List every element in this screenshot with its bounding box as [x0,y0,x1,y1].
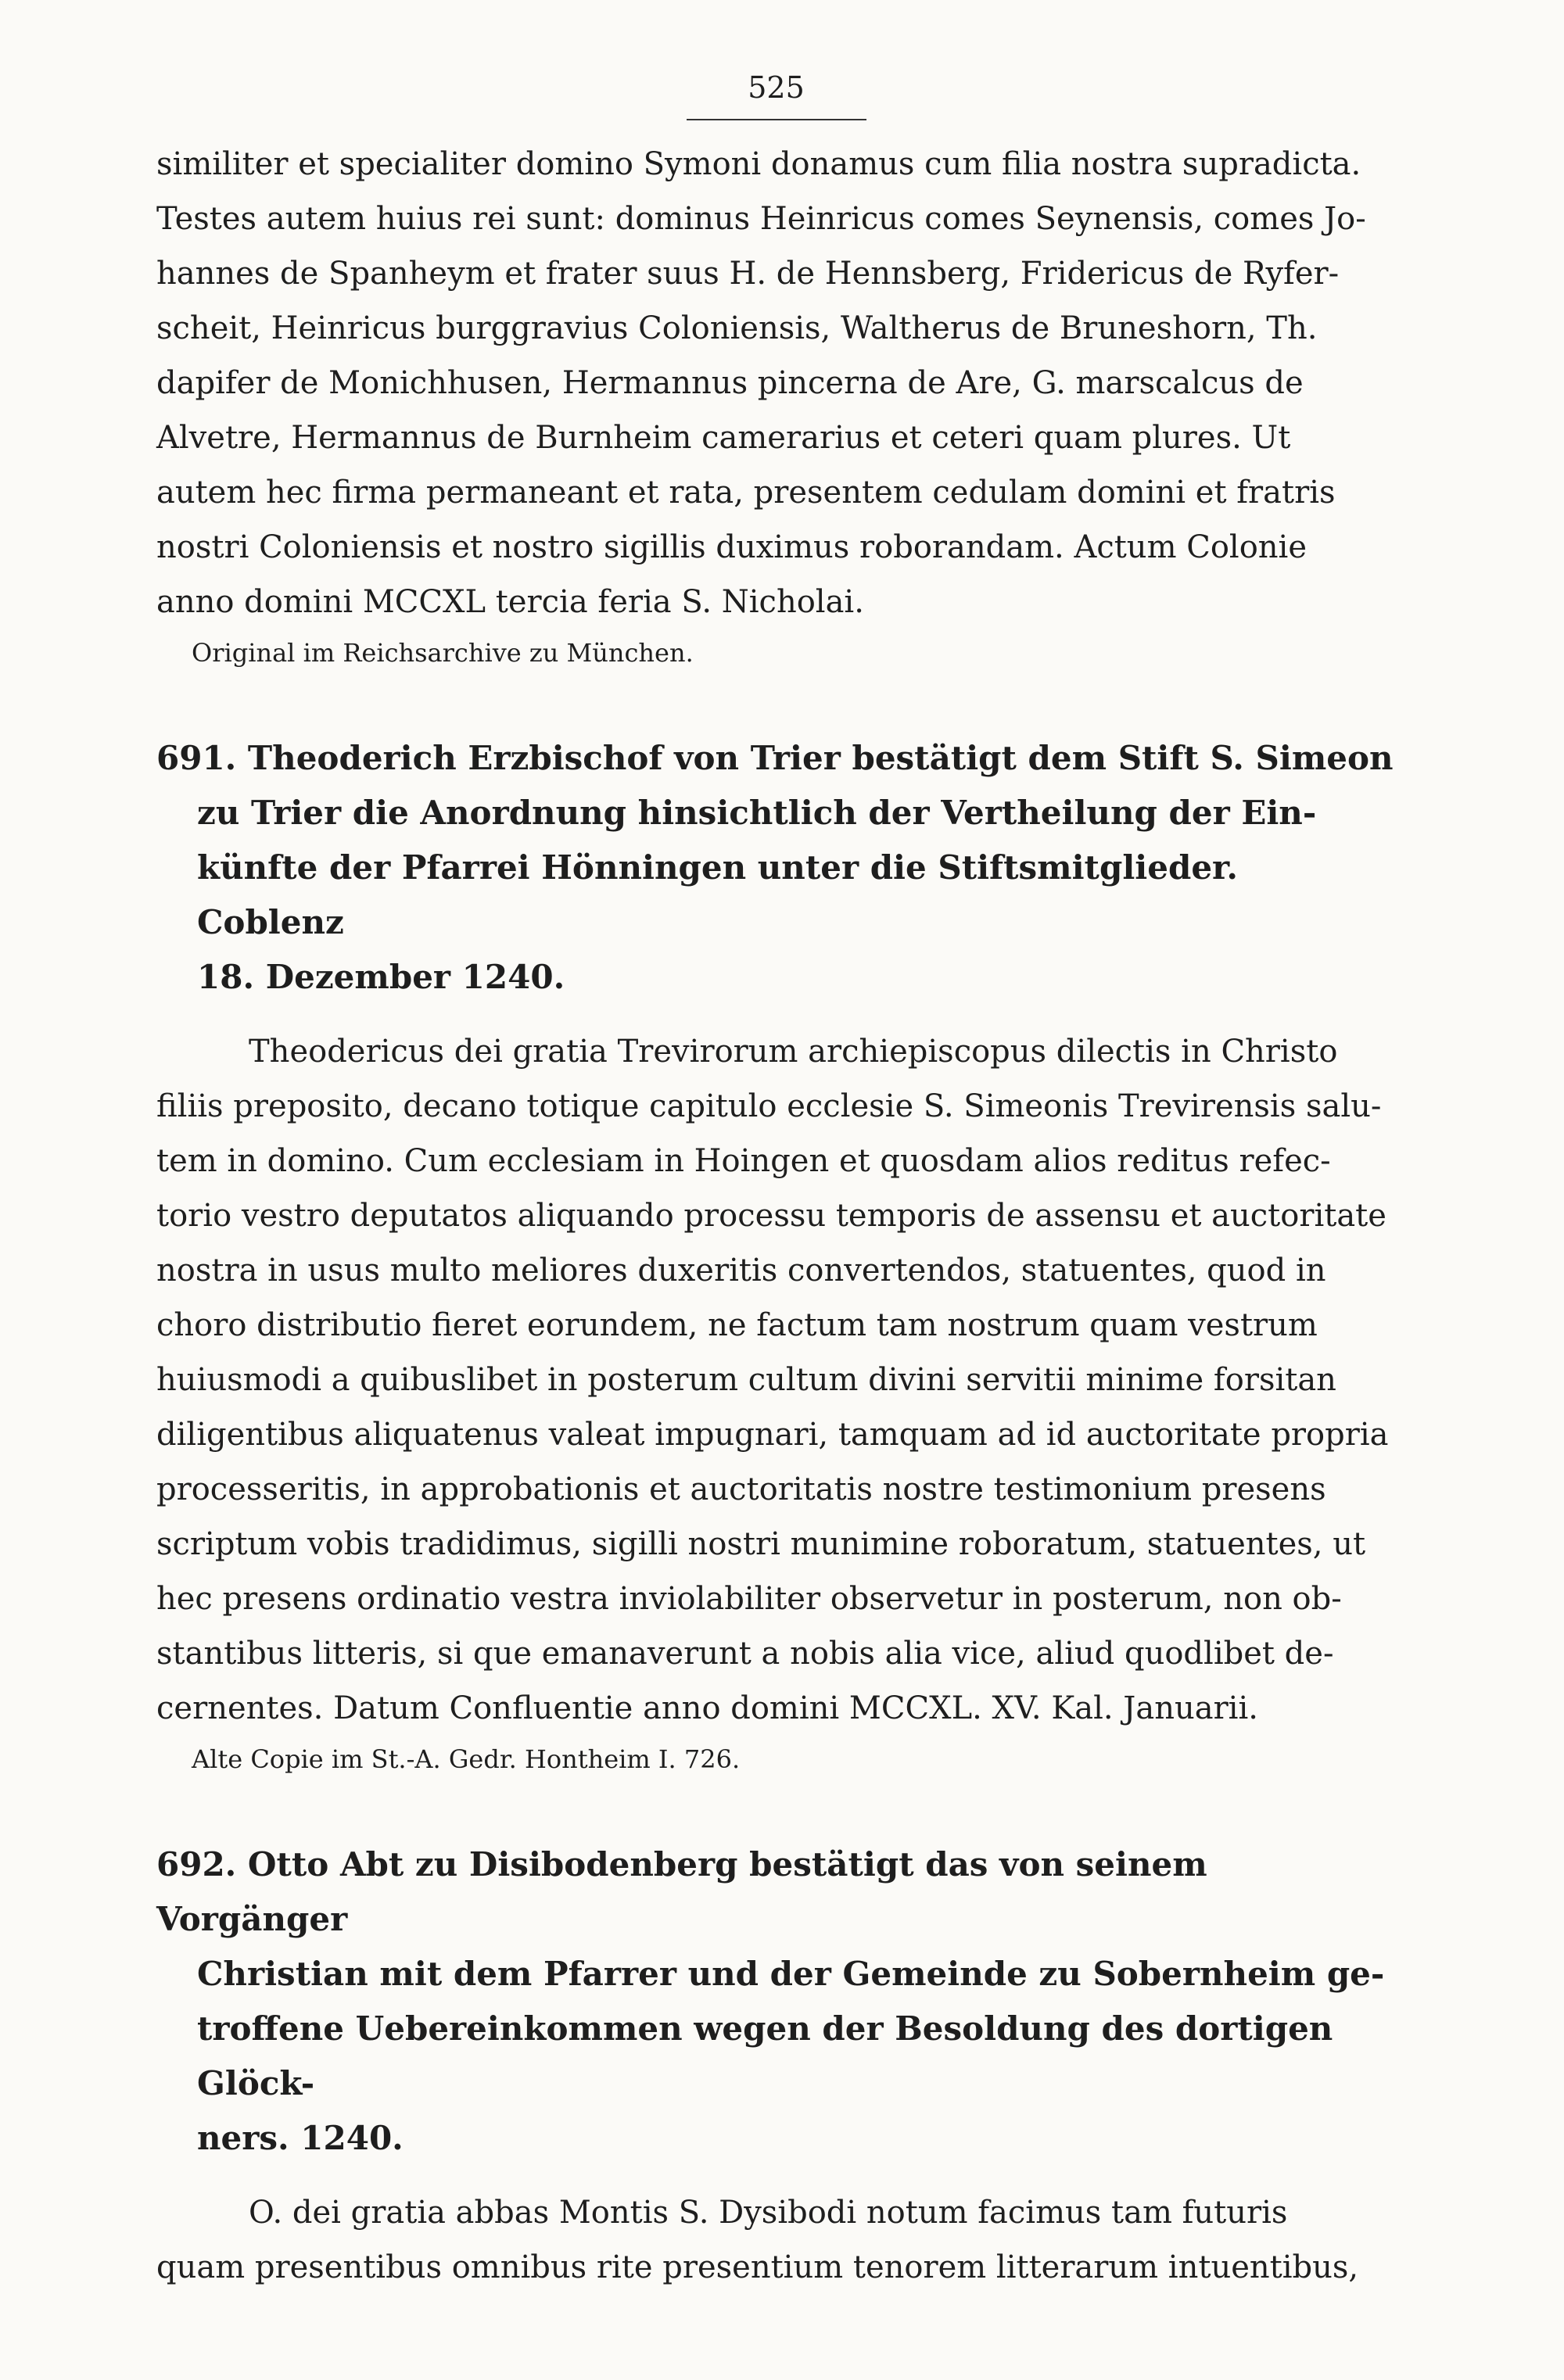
doc-690-continuation [156,137,1396,676]
document-page [156,70,1396,2295]
doc-heading-line: 18. Dezember 1240. [197,958,565,996]
text-line: nostri Coloniensis et nostro sigillis duximus roborandam. Actum Colonie [156,529,1307,565]
text-line: cernentes. Datum Confluentie anno domini MCCXL. XV. Kal. Januarii. [156,1690,1258,1726]
page-number: 525 [156,70,1396,117]
doc-heading-line: künfte der Pfarrei Hönningen unter die Stiftsmitglieder. Coblenz [197,848,1238,941]
text-line: similiter et specialiter domino Symoni donamus cum filia nostra supradicta. [156,146,1361,182]
text-line: diligentibus aliquatenus valeat impugnari, tamquam ad id auctoritate propria [156,1417,1389,1453]
text-line: quam presentibus omnibus rite presentium tenorem litterarum intuentibus, [156,2249,1359,2285]
text-line: tem in domino. Cum ecclesiam in Hoingen et quosdam alios reditus refec- [156,1143,1331,1179]
text-line: scriptum vobis tradidimus, sigilli nostri munimine roboratum, statuentes, ut [156,1526,1366,1562]
doc-heading-line: ners. 1240. [197,2119,404,2157]
doc-heading-line: troffene Uebereinkommen wegen der Besoldung des dortigen Glöck- [197,2009,1333,2102]
doc-692 [156,1837,1396,2295]
text-line: filiis preposito, decano totique capitulo ecclesie S. Simeonis Trevirensis salu- [156,1088,1382,1124]
text-line: autem hec firma permaneant et rata, presentem cedulam domini et fratris [156,475,1336,511]
text-line: hec presens ordinatio vestra inviolabiliter observetur in posterum, non ob- [156,1581,1342,1617]
text-line: Testes autem huius rei sunt: dominus Heinricus comes Seynensis, comes Jo- [156,201,1366,237]
text-line: anno domini MCCXL tercia feria S. Nicholai. [156,584,864,620]
text-line: nostra in usus multo meliores duxeritis convertendos, statuentes, quod in [156,1253,1326,1289]
text-line: huiusmodi a quibuslibet in posterum cultum divini servitii minime forsitan [156,1362,1336,1398]
doc-heading: 692. Otto Abt zu Disibodenberg bestätigt das von seinem Vorgänger [156,1845,1207,1938]
doc-691 [156,731,1396,1783]
doc-heading-line: zu Trier die Anordnung hinsichtlich der Vertheilung der Ein- [197,794,1317,832]
text-line: dapifer de Monichhusen, Hermannus pincerna de Are, G. marscalcus de [156,365,1304,401]
text-line: processeritis, in approbationis et auctoritatis nostre testimonium presens [156,1471,1326,1507]
doc-heading-line: Christian mit dem Pfarrer und der Gemeinde zu Sobernheim ge- [197,1955,1385,1993]
source-note: Original im Reichsarchive zu München. [192,638,694,668]
text-line: torio vestro deputatos aliquando processu temporis de assensu et auctoritate [156,1198,1386,1234]
text-line: Theodericus dei gratia Trevirorum archiepiscopus dilectis in Christo [249,1034,1338,1070]
text-line: Alvetre, Hermannus de Burnheim camerarius et ceteri quam plures. Ut [156,420,1291,456]
text-line: scheit, Heinricus burggravius Coloniensis, Waltherus de Bruneshorn, Th. [156,310,1318,346]
doc-heading: 691. Theoderich Erzbischof von Trier bestätigt dem Stift S. Simeon [156,739,1394,777]
doc-number: 691. [156,739,237,777]
doc-number: 692. [156,1845,237,1884]
source-note: Alte Copie im St.-A. Gedr. Hontheim I. 726. [192,1744,741,1774]
text-line: stantibus litteris, si que emanaverunt a nobis alia vice, aliud quodlibet de- [156,1636,1334,1672]
text-line: hannes de Spanheym et frater suus H. de Hennsberg, Fridericus de Ryfer- [156,256,1340,292]
text-line: choro distributio fieret eorundem, ne factum tam nostrum quam vestrum [156,1307,1318,1343]
text-line: O. dei gratia abbas Montis S. Dysibodi notum facimus tam futuris [249,2195,1288,2231]
